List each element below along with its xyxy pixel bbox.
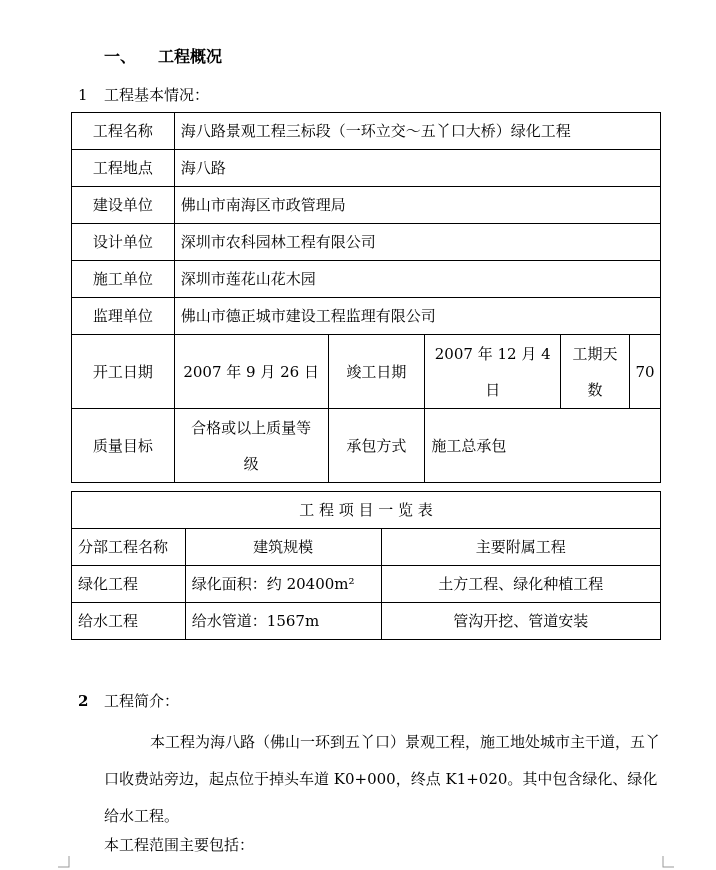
design-value: 深圳市农科园林工程有限公司 — [174, 224, 660, 261]
project-list-title: 工 程 项 目 一 览 表 — [72, 492, 661, 529]
finish-date-label: 竣工日期 — [328, 335, 425, 409]
subsection-number: 1 — [78, 86, 88, 104]
duration-value: 70 — [629, 335, 660, 409]
subsection-heading — [78, 84, 209, 105]
subproject-works: 土方工程、绿化种植工程 — [381, 566, 660, 603]
subsection-number: 2 — [78, 692, 89, 710]
project-info-table — [71, 112, 661, 483]
finish-date-line1: 2007 年 12 月 4 — [434, 344, 551, 363]
project-list-table — [71, 491, 661, 640]
supervision-label: 监理单位 — [72, 298, 175, 335]
subproject-name: 绿化工程 — [72, 566, 186, 603]
client-value: 佛山市南海区市政管理局 — [174, 187, 660, 224]
subproject-scale: 绿化面积：约 20400m² — [185, 566, 381, 603]
duration-label-line1: 工期天 — [572, 344, 618, 363]
table-row — [72, 261, 661, 298]
header-cell: 建筑规模 — [185, 529, 381, 566]
location-value: 海八路 — [174, 150, 660, 187]
location-label: 工程地点 — [72, 150, 175, 187]
section-number: 一、 — [104, 47, 137, 66]
margin-corner-mark — [662, 856, 674, 868]
finish-date-line2: 日 — [485, 380, 501, 399]
subproject-name: 给水工程 — [72, 603, 186, 640]
intro-paragraph — [104, 724, 664, 835]
contract-label: 承包方式 — [328, 409, 425, 483]
quality-line1: 合格或以上质量等 — [191, 418, 312, 437]
construction-label: 施工单位 — [72, 261, 175, 298]
subsection-heading — [78, 690, 179, 711]
table-row — [72, 492, 661, 529]
start-date-label: 开工日期 — [72, 335, 175, 409]
finish-date-value — [425, 335, 561, 409]
table-header-row — [72, 529, 661, 566]
duration-label — [561, 335, 630, 409]
construction-value: 深圳市莲花山花木园 — [174, 261, 660, 298]
project-name-label: 工程名称 — [72, 113, 175, 150]
quality-value — [174, 409, 328, 483]
client-label: 建设单位 — [72, 187, 175, 224]
start-date-value: 2007 年 9 月 26 日 — [174, 335, 328, 409]
table-row — [72, 224, 661, 261]
subproject-scale: 给水管道：1567m — [185, 603, 381, 640]
supervision-value: 佛山市德正城市建设工程监理有限公司 — [174, 298, 660, 335]
header-cell: 分部工程名称 — [72, 529, 186, 566]
quality-line2: 级 — [243, 454, 259, 473]
subproject-works: 管沟开挖、管道安装 — [381, 603, 660, 640]
scope-line: 本工程范围主要包括： — [104, 836, 255, 854]
table-row — [72, 150, 661, 187]
section-heading — [104, 44, 222, 67]
duration-label-line2: 数 — [587, 380, 603, 399]
table-row — [72, 298, 661, 335]
table-row — [72, 335, 661, 409]
design-label: 设计单位 — [72, 224, 175, 261]
section-title: 工程概况 — [158, 47, 223, 66]
header-cell: 主要附属工程 — [381, 529, 660, 566]
contract-value: 施工总承包 — [425, 409, 661, 483]
project-name-value: 海八路景观工程三标段（一环立交～五丫口大桥）绿化工程 — [174, 113, 660, 150]
quality-label: 质量目标 — [72, 409, 175, 483]
table-row — [72, 566, 661, 603]
table-row — [72, 113, 661, 150]
margin-corner-mark — [58, 856, 70, 868]
table-row — [72, 187, 661, 224]
intro-text: 本工程为海八路（佛山一环到五丫口）景观工程，施工地处城市主干道，五丫口收费站旁边，起点位于掉头车道 K0+000，终点 K1+020。其中包含绿化、绿化给水工程。 — [104, 733, 661, 825]
table-row — [72, 409, 661, 483]
subsection-title: 工程基本情况： — [104, 86, 210, 104]
subsection-title: 工程简介： — [104, 692, 180, 710]
table-row — [72, 603, 661, 640]
